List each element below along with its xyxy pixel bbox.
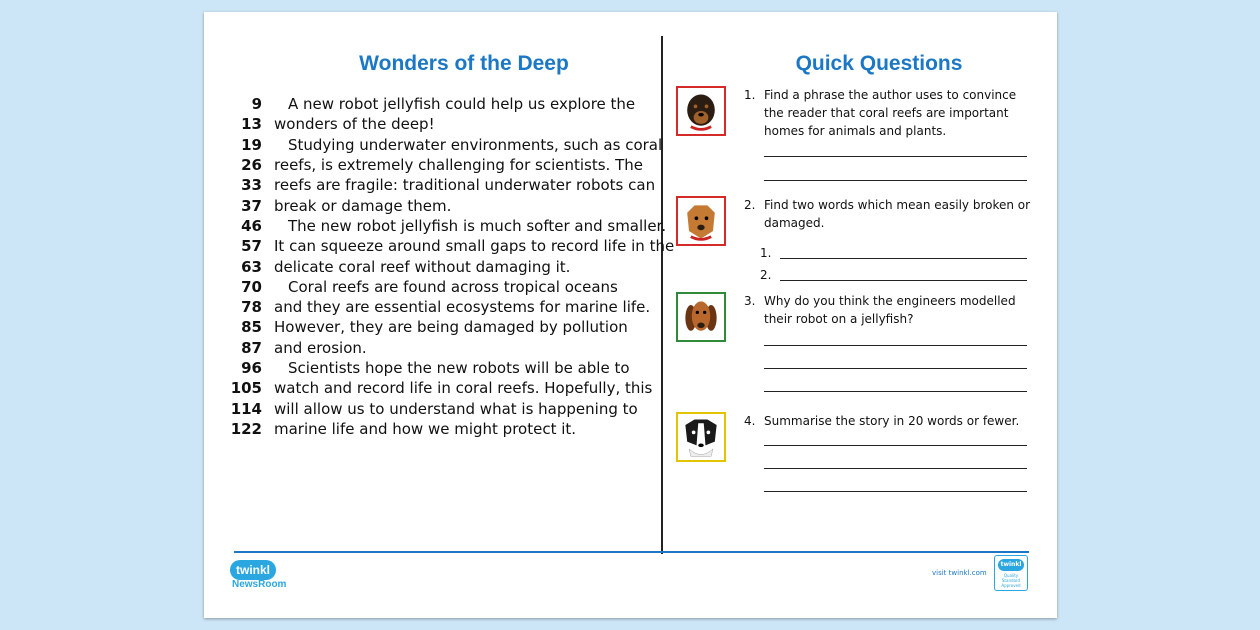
passage-text: It can squeeze around small gaps to record life in the	[274, 237, 675, 256]
answer-line[interactable]	[764, 491, 1027, 492]
word-count: 63	[241, 257, 262, 276]
passage-line	[222, 297, 662, 317]
passage-line	[222, 236, 675, 256]
answer-line[interactable]	[780, 280, 1027, 281]
answer-line[interactable]	[764, 445, 1027, 446]
passage-line	[222, 175, 662, 195]
word-count: 114	[230, 399, 262, 418]
visit-link[interactable]: visit twinkl.com	[932, 569, 987, 577]
logo-top: twinkl	[230, 560, 276, 580]
passage-line	[222, 135, 662, 155]
passage-text: and erosion.	[274, 338, 367, 357]
answer-line[interactable]	[764, 180, 1027, 181]
answer-label: 2.	[760, 268, 772, 282]
question-number: 1.	[744, 88, 756, 102]
word-count: 122	[230, 419, 262, 438]
answer-line[interactable]	[764, 156, 1027, 157]
word-count: 9	[251, 95, 262, 114]
word-count: 37	[241, 196, 262, 215]
word-count: 96	[241, 359, 262, 377]
collie-icon	[676, 412, 726, 462]
passage-line	[222, 216, 667, 236]
question-text: Why do you think the engineers modelled their robot on a jellyfish?	[764, 294, 1016, 326]
passage-text: watch and record life in coral reefs. Hopefully, this	[274, 379, 653, 398]
passage-text: Studying underwater environments, such as coral	[288, 135, 663, 154]
passage-text: marine life and how we might protect it.	[274, 419, 577, 438]
passage-text: The new robot jellyfish is much softer and smaller.	[288, 216, 667, 235]
answer-line[interactable]	[764, 468, 1027, 469]
question-text: Find a phrase the author uses to convince the reader that coral reefs are important homes for animals and plants.	[764, 88, 1017, 138]
passage-text: wonders of the deep!	[274, 115, 435, 134]
question-number: 2.	[744, 198, 756, 212]
passage-text: Coral reefs are found across tropical oceans	[288, 277, 618, 296]
badge-subtitle: Quality Standard Approved	[1001, 573, 1021, 588]
footer-rule	[234, 551, 1029, 553]
passage-line	[222, 378, 662, 398]
passage-text: reefs are fragile: traditional underwater robots can	[274, 176, 656, 195]
passage-text: reefs, is extremely challenging for scientists. The	[274, 156, 643, 175]
passage-text: Scientists hope the new robots will be able to	[288, 359, 630, 377]
quality-badge	[994, 555, 1028, 591]
answer-line[interactable]	[764, 368, 1027, 369]
word-count: 70	[241, 277, 262, 296]
passage-line	[222, 398, 662, 418]
passage-text: break or damage them.	[274, 196, 452, 215]
word-count: 85	[241, 318, 262, 337]
answer-line[interactable]	[764, 345, 1027, 346]
passage-line	[222, 419, 662, 439]
word-count: 57	[241, 237, 262, 256]
rottweiler-icon	[676, 86, 726, 136]
passage-line	[222, 114, 662, 134]
passage-text: However, they are being damaged by pollution	[274, 318, 628, 337]
question-4	[676, 412, 1036, 512]
bloodhound-icon	[676, 292, 726, 342]
question-text: Summarise the story in 20 words or fewer.	[764, 414, 1020, 428]
word-count: 19	[241, 135, 262, 154]
question-3	[676, 292, 1036, 402]
answer-line[interactable]	[764, 391, 1027, 392]
passage-line	[222, 256, 662, 276]
passage-line	[222, 94, 662, 114]
terrier-icon	[676, 196, 726, 246]
passage-line	[222, 358, 662, 378]
worksheet	[204, 12, 1057, 618]
badge-top: twinkl	[998, 559, 1024, 571]
reading-title: Wonders of the Deep	[359, 52, 569, 75]
passage-text: and they are essential ecosystems for marine life.	[274, 298, 651, 317]
word-count: 33	[241, 176, 262, 195]
logo-bottom: NewsRoom	[232, 579, 287, 590]
word-count: 46	[241, 216, 262, 235]
passage-line	[222, 277, 662, 297]
passage-line	[222, 195, 662, 215]
question-1	[676, 86, 1036, 186]
passage-text: will allow us to understand what is happening to	[274, 399, 638, 418]
word-count: 13	[241, 115, 262, 134]
word-count: 78	[241, 298, 262, 317]
passage-text: delicate coral reef without damaging it.	[274, 257, 571, 276]
twinkl-newsroom-logo[interactable]	[230, 560, 292, 592]
passage-text: A new robot jellyfish could help us explore the	[288, 95, 636, 114]
answer-line[interactable]	[780, 258, 1027, 259]
word-count: 26	[241, 156, 262, 175]
word-count: 87	[241, 338, 262, 357]
question-text: Find two words which mean easily broken or damaged.	[764, 198, 1031, 230]
questions-title: Quick Questions	[795, 52, 963, 75]
reading-passage	[222, 94, 675, 439]
question-number: 3.	[744, 294, 756, 308]
answer-label: 1.	[760, 246, 772, 260]
question-2	[676, 196, 1036, 286]
passage-line	[222, 317, 662, 337]
word-count: 105	[230, 379, 262, 398]
question-number: 4.	[744, 414, 756, 428]
passage-line	[222, 338, 662, 358]
passage-line	[222, 155, 662, 175]
